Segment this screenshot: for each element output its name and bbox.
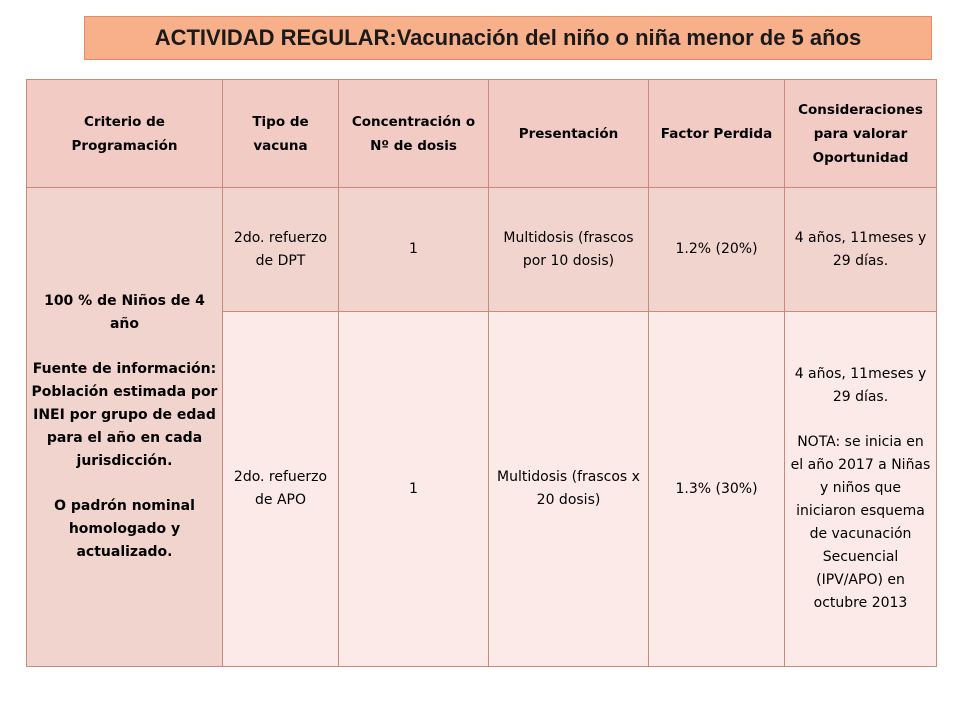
- title-rest: Vacunación del niño o niña menor de 5 años: [396, 25, 862, 50]
- header-factor: Factor Perdida: [649, 80, 785, 188]
- criterio-target: 100 % de Niños de 4 año: [44, 293, 205, 332]
- table-header-row: [27, 80, 937, 188]
- tipo-cell: 2do. refuerzo de APO: [223, 312, 339, 667]
- nota-text: NOTA: se inicia en el año 2017 a Niñas y niños que iniciaron esquema de vacunación Secuencial (IPV/APO) en octubre 2013: [790, 434, 931, 611]
- criterio-cell: [27, 188, 223, 667]
- criterio-padron: O padrón nominal homologado y actualizado.: [54, 498, 195, 560]
- criterio-fuente: Fuente de información: Población estimada por INEI por grupo de edad para el año en cada jurisdicción.: [31, 361, 218, 469]
- header-concentracion: Concentración o Nº de dosis: [339, 80, 489, 188]
- concentracion-cell: 1: [339, 188, 489, 312]
- page-title: [84, 16, 932, 60]
- factor-cell: 1.3% (30%): [649, 312, 785, 667]
- factor-cell: 1.2% (20%): [649, 188, 785, 312]
- presentacion-cell: Multidosis (frascos x 20 dosis): [489, 312, 649, 667]
- title-bold: ACTIVIDAD REGULAR:: [154, 25, 397, 50]
- header-consideraciones: Consideraciones para valorar Oportunidad: [785, 80, 937, 188]
- concentracion-cell: 1: [339, 312, 489, 667]
- vaccination-table: [26, 79, 937, 667]
- header-presentacion: Presentación: [489, 80, 649, 188]
- header-criterio: Criterio de Programación: [27, 80, 223, 188]
- consideraciones-cell: [785, 312, 937, 667]
- tipo-cell: 2do. refuerzo de DPT: [223, 188, 339, 312]
- table-row: [27, 188, 937, 312]
- presentacion-cell: Multidosis (frascos por 10 dosis): [489, 188, 649, 312]
- consideraciones-cell: 4 años, 11meses y 29 días.: [785, 188, 937, 312]
- header-tipo: Tipo de vacuna: [223, 80, 339, 188]
- consideraciones-text: 4 años, 11meses y 29 días.: [794, 366, 927, 405]
